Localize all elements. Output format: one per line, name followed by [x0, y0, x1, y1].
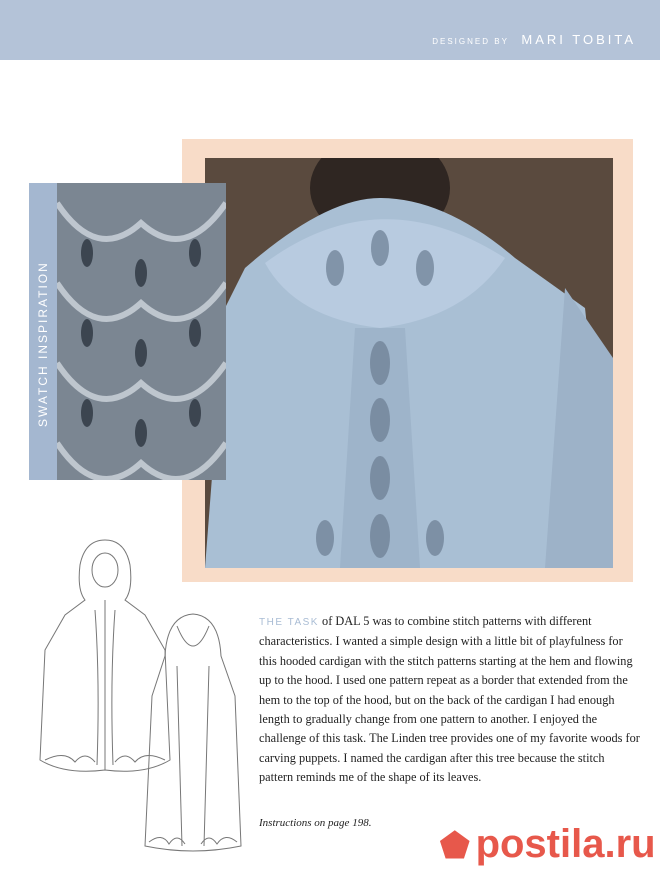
article-paragraph: of DAL 5 was to combine stitch patterns with different characteristics. I wanted a simple design with a little bit of playfulness for this hooded cardigan with the stitch patterns starting at the hem and flowing up to the hood. I used one pattern repeat as a border that extended from the hem to the top of the hood, but on the back of the cardigan I had enough length to gradually change from one pattern to another. I enjoyed the challenge of this task. The Linden tree provides one of my favorite woods for carving puppets. I named the cardigan after this tree because the stitch pattern reminds me of the shape of its leaves.	[259, 614, 640, 785]
designed-by-label: DESIGNED BY	[432, 37, 509, 46]
postila-logo-icon: ⬟	[440, 827, 470, 866]
lace-swatch-photo	[57, 183, 226, 480]
postila-watermark[interactable]	[440, 822, 656, 872]
swatch-inspiration-label: SWATCH INSPIRATION	[36, 261, 50, 427]
designer-credit	[432, 31, 636, 49]
cardigan-back-photo	[205, 158, 613, 568]
article-body	[259, 612, 641, 788]
article-lead: THE TASK	[259, 617, 319, 628]
watermark-text: postila.ru	[475, 822, 656, 866]
designer-name: MARI TOBITA	[521, 32, 636, 47]
cardigan-back-sketch	[137, 606, 249, 854]
instructions-reference: Instructions on page 198.	[259, 817, 372, 829]
header-band	[0, 0, 660, 60]
